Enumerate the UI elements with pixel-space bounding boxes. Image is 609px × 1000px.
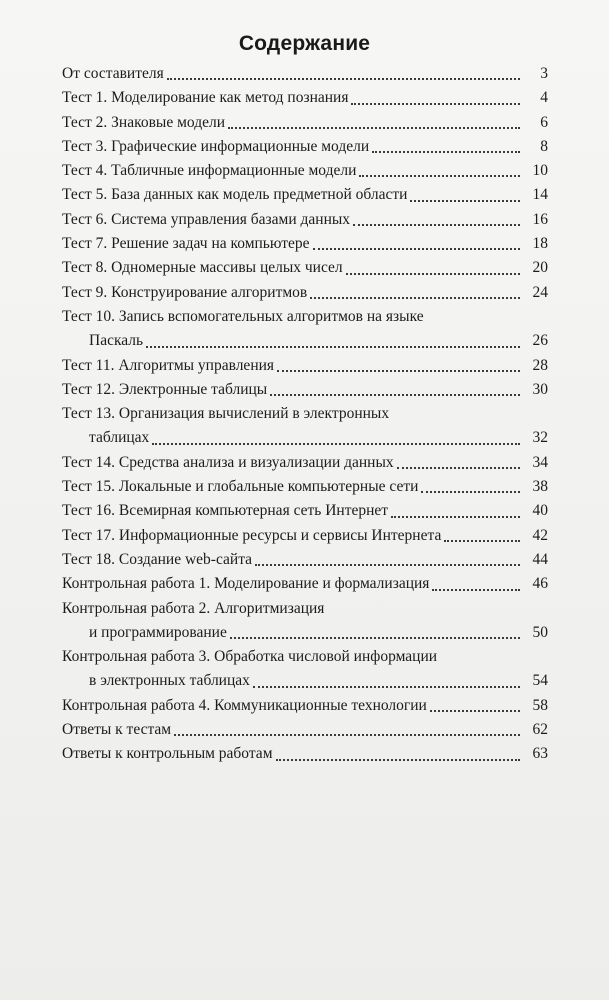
toc-page-number: 58 xyxy=(532,696,548,714)
toc-page-number: 3 xyxy=(540,65,548,82)
toc-page-number: 38 xyxy=(532,478,548,496)
toc-entry-title: Тест 4. Табличные информационные модели xyxy=(62,162,357,180)
toc-page-number: 54 xyxy=(532,672,548,690)
toc-entry-title: Тест 13. Организация вычислений в электронных xyxy=(62,405,390,423)
toc-entry-continuation xyxy=(62,329,548,353)
toc-entry xyxy=(62,597,548,646)
dot-leader xyxy=(444,540,520,542)
toc-entry xyxy=(62,402,548,451)
toc-page-number: 44 xyxy=(532,550,548,568)
toc-entry-title: Тест 6. Система управления базами данных xyxy=(62,210,351,228)
dot-leader xyxy=(146,346,520,348)
toc-entry-continuation xyxy=(62,669,548,693)
dot-leader xyxy=(270,394,520,396)
toc-page-number: 34 xyxy=(532,453,548,471)
toc-entry-title: Ответы к контрольным работам xyxy=(62,745,273,763)
toc-page-number: 4 xyxy=(540,89,548,107)
toc-entry xyxy=(62,135,548,159)
toc-entry xyxy=(62,305,548,354)
dot-leader xyxy=(430,710,520,712)
dot-leader xyxy=(421,491,520,493)
toc-page-number: 8 xyxy=(540,137,548,155)
toc-page-number: 18 xyxy=(532,235,548,253)
toc-entry-title: Контрольная работа 2. Алгоритмизация xyxy=(62,599,325,617)
dot-leader xyxy=(410,200,520,202)
toc-entry-title-continued: в электронных таблицах xyxy=(89,672,250,690)
toc-page-number: 24 xyxy=(532,283,548,301)
toc-entry-title: Тест 2. Знаковые модели xyxy=(62,113,225,131)
toc-page-number: 26 xyxy=(532,332,548,350)
toc-entry-title: Контрольная работа 4. Коммуникационные технологии xyxy=(62,696,427,714)
toc-entry xyxy=(62,499,548,523)
toc-entry xyxy=(62,475,548,499)
toc-page-number: 63 xyxy=(532,745,548,763)
dot-leader xyxy=(432,589,520,591)
toc-entry-title: Тест 9. Конструирование алгоритмов xyxy=(62,283,308,301)
toc-entry xyxy=(62,281,548,305)
toc-entry xyxy=(62,232,548,256)
toc-entry xyxy=(62,86,548,110)
toc-entry xyxy=(62,378,548,402)
toc-entry-title-continued: таблицах xyxy=(89,429,150,447)
dot-leader xyxy=(353,224,520,226)
toc-entry-title: Тест 18. Создание web-сайта xyxy=(62,550,253,568)
toc-entry xyxy=(62,256,548,280)
toc-entry-title-continued: и программирование xyxy=(89,623,227,641)
toc-entry xyxy=(62,718,548,742)
dot-leader xyxy=(313,248,520,250)
toc-entry-title: Тест 3. Графические информационные модели xyxy=(62,137,370,155)
toc-page-number: 32 xyxy=(532,429,548,447)
dot-leader xyxy=(397,467,520,469)
toc-entry xyxy=(62,451,548,475)
toc-entry-title: Тест 17. Информационные ресурсы и сервисы Интернета xyxy=(62,526,442,544)
toc-entry xyxy=(62,548,548,572)
dot-leader xyxy=(230,637,520,639)
toc-page-number: 62 xyxy=(532,721,548,739)
page-title: Содержание xyxy=(238,32,371,55)
toc-entry xyxy=(62,524,548,548)
toc-entry xyxy=(62,572,548,596)
toc-entry-title: Тест 15. Локальные и глобальные компьютерные сети xyxy=(62,478,419,496)
dot-leader xyxy=(255,564,520,566)
toc-entry-title: Тест 7. Решение задач на компьютере xyxy=(62,235,310,253)
toc-entry xyxy=(62,159,548,183)
toc-page-number: 20 xyxy=(532,259,548,277)
toc-entry-title: Контрольная работа 3. Обработка числовой информации xyxy=(62,648,438,666)
toc-entry xyxy=(62,62,548,86)
dot-leader xyxy=(167,78,520,80)
toc-entry xyxy=(62,183,548,207)
toc-entry-title: Контрольная работа 1. Моделирование и формализация xyxy=(62,575,430,593)
dot-leader xyxy=(359,175,520,177)
toc-entry-title-continued: Паскаль xyxy=(89,332,144,350)
toc-entry xyxy=(62,742,548,766)
dot-leader xyxy=(174,734,520,736)
toc-page-number: 42 xyxy=(532,526,548,544)
toc-page-number: 14 xyxy=(532,186,548,204)
toc-entry-title: Тест 10. Запись вспомогательных алгоритмов на языке xyxy=(62,307,424,325)
toc-entry xyxy=(62,354,548,378)
toc-page-number: 6 xyxy=(540,113,548,131)
toc-entry-title: Тест 14. Средства анализа и визуализации данных xyxy=(62,453,394,471)
toc-entry xyxy=(62,694,548,718)
dot-leader xyxy=(152,443,520,445)
table-of-contents xyxy=(62,62,548,767)
toc-entry-title: Тест 1. Моделирование как метод познания xyxy=(62,89,349,107)
toc-entry-title: Тест 12. Электронные таблицы xyxy=(62,380,268,398)
toc-entry-title: Ответы к тестам xyxy=(62,721,172,739)
toc-page-number: 28 xyxy=(532,356,548,374)
toc-page-number: 40 xyxy=(532,502,548,520)
toc-page-number: 10 xyxy=(532,162,548,180)
toc-entry-title: Тест 5. База данных как модель предметной области xyxy=(62,186,408,204)
toc-page-number: 46 xyxy=(532,575,548,593)
toc-page-number: 30 xyxy=(532,380,548,398)
toc-page-number: 16 xyxy=(532,210,548,228)
dot-leader xyxy=(253,686,520,688)
dot-leader xyxy=(391,516,520,518)
dot-leader xyxy=(276,759,521,761)
toc-entry xyxy=(62,111,548,135)
toc-entry-continuation xyxy=(62,426,548,450)
toc-entry-continuation xyxy=(62,621,548,645)
toc-entry-title: Тест 8. Одномерные массивы целых чисел xyxy=(62,259,343,277)
dot-leader xyxy=(351,103,520,105)
toc-page-number: 50 xyxy=(532,623,548,641)
dot-leader xyxy=(277,370,520,372)
dot-leader xyxy=(310,297,520,299)
toc-entry xyxy=(62,208,548,232)
dot-leader xyxy=(228,127,520,129)
toc-entry-title: Тест 16. Всемирная компьютерная сеть Интернет xyxy=(62,502,389,520)
dot-leader xyxy=(346,273,520,275)
toc-entry-title: От составителя xyxy=(62,65,164,82)
toc-entry xyxy=(62,645,548,694)
dot-leader xyxy=(372,151,520,153)
toc-entry-title: Тест 11. Алгоритмы управления xyxy=(62,356,275,374)
